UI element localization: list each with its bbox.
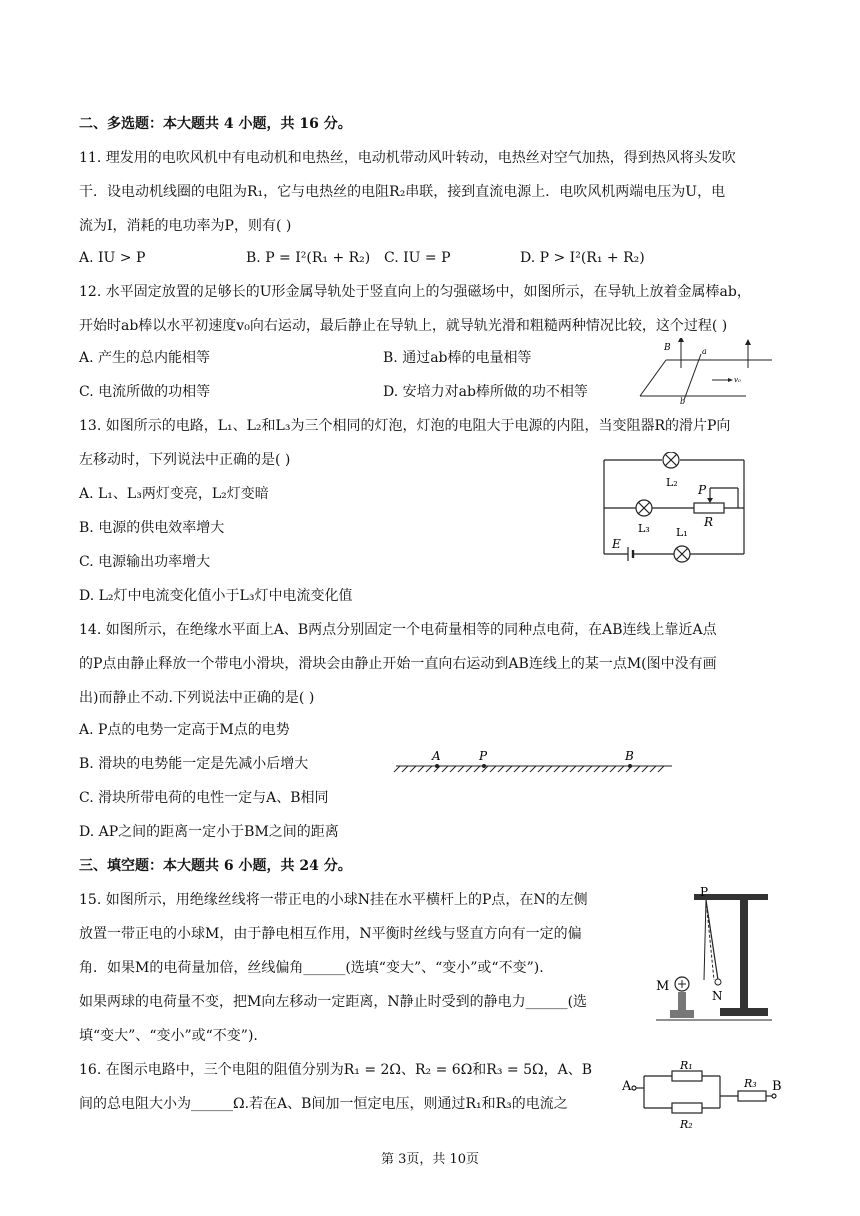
section-heading-fill-blank: 三、填空题：本大题共 6 小题，共 24 分。 [79, 858, 352, 874]
surface-hatch [498, 766, 504, 772]
surface-hatch [570, 766, 576, 772]
surface-hatch [394, 766, 400, 772]
surface-hatch [546, 766, 552, 772]
q14-option-b: B. 滑块的电势能一定是先减小后增大 [79, 756, 309, 772]
q12-option-c: C. 电流所做的功相等 [79, 384, 211, 400]
q14-line-2: 的P点由静止释放一个带电小滑块，滑块会由静止开始一直向右运动到AB连线上的某一点M(图中没有画 [79, 656, 717, 672]
surface-hatch [402, 766, 408, 772]
surface-hatch [586, 766, 592, 772]
q11-line-2: 干．设电动机线圈的电阻为R₁，它与电热丝的电阻R₂串联，接到直流电源上．电吹风机两端电压为U，电 [79, 184, 726, 200]
q14-label-P: P [479, 749, 488, 763]
q13-label-P: P [698, 483, 707, 497]
surface-hatch [578, 766, 584, 772]
q14-line-3: 出)而静止不动.下列说法中正确的是( ) [79, 690, 315, 706]
surface-hatch [418, 766, 424, 772]
q11-line-3: 流为I，消耗的电功率为P，则有( ) [79, 218, 292, 234]
q13-line-2: 左移动时，下列说法中正确的是( ) [79, 452, 291, 468]
q15-line-3: 角．如果M的电荷量加倍，丝线偏角______(选填“变大”、“变小”或“不变”). [79, 960, 544, 976]
q15-label-N: N [712, 989, 723, 1003]
q14-option-c: C. 滑块所带电荷的电性一定与A、B相同 [79, 790, 329, 806]
q13-option-a: A. L₁、L₃两灯变亮，L₂灯变暗 [79, 486, 269, 502]
section-heading-multiple-choice: 二、多选题：本大题共 4 小题，共 16 分。 [79, 116, 352, 132]
q13-circuit-figure [598, 452, 750, 568]
q16-circuit-figure [620, 1058, 786, 1130]
surface-hatch [538, 766, 544, 772]
q16-line-2: 间的总电阻大小为______Ω.若在A、B间加一恒定电压，则通过R₁和R₃的电流之 [79, 1096, 568, 1112]
q15-line-1: 15. 如图所示，用绝缘丝线将一带正电的小球N挂在水平横杆上的P点，在N的左侧 [79, 892, 588, 908]
surface-hatch [410, 766, 416, 772]
q14-label-A: A [432, 749, 441, 763]
q12-line-2: 开始时ab棒以水平初速度v₀向右运动，最后静止在导轨上，就导轨光滑和粗糙两种情况比较，这个过程( ) [79, 318, 728, 334]
q15-line-2: 放置一带正电的小球M，由于静电相互作用，N平衡时丝线与竖直方向有一定的偏 [79, 926, 582, 942]
q12-label-B: B [664, 343, 671, 353]
surface-hatch [466, 766, 472, 772]
q14-label-B: B [625, 749, 634, 763]
surface-hatch [474, 766, 480, 772]
q15-line-5: 填“变大”、“变小”或“不变”). [79, 1028, 258, 1044]
q12-option-d: D. 安培力对ab棒所做的功不相等 [383, 384, 588, 400]
q13-line-1: 13. 如图所示的电路，L₁、L₂和L₃为三个相同的灯泡，灯泡的电阻大于电源的内阻，当变阻器R的滑片P向 [79, 418, 731, 434]
surface-hatch [602, 766, 608, 772]
q16-line-1: 16. 在图示电路中，三个电阻的阻值分别为R₁ = 2Ω、R₂ = 6Ω和R₃ = 5Ω，A、B [79, 1062, 593, 1078]
surface-hatch [506, 766, 512, 772]
q13-label-L1: L₁ [676, 526, 688, 539]
q14-surface-figure [392, 744, 674, 774]
q13-option-c: C. 电源输出功率增大 [79, 554, 211, 570]
q15-line-4: 如果两球的电荷量不变，把M向左移动一定距离，N静止时受到的静电力______(选 [79, 994, 588, 1010]
surface-hatch [490, 766, 496, 772]
q12-label-a: a [702, 347, 707, 356]
q15-label-M: M [656, 979, 670, 994]
surface-hatch [658, 766, 664, 772]
q11-option-b: B. P = I²(R₁ + R₂) [246, 250, 371, 266]
surface-hatch [514, 766, 520, 772]
q15-label-P: P [700, 885, 709, 899]
q13-label-L2: L₂ [666, 476, 678, 489]
surface-hatch [594, 766, 600, 772]
q11-option-d: D. P > I²(R₁ + R₂) [520, 250, 645, 266]
q13-option-b: B. 电源的供电效率增大 [79, 520, 225, 536]
q13-label-R: R [704, 515, 714, 529]
surface-hatch [426, 766, 432, 772]
q16-label-R2: R₂ [680, 1118, 693, 1130]
surface-hatch [618, 766, 624, 772]
q16-label-A: A [622, 1079, 632, 1094]
q14-line-1: 14. 如图所示，在绝缘水平面上A、B两点分别固定一个电荷量相等的同种点电荷，在AB连线上靠近A点 [79, 622, 717, 638]
surface-hatch [554, 766, 560, 772]
q11-option-a: A. IU > P [79, 250, 146, 266]
q12-option-a: A. 产生的总内能相等 [79, 350, 211, 366]
q14-option-d: D. AP之间的距离一定小于BM之间的距离 [79, 824, 339, 840]
q11-line-1: 11. 理发用的电吹风机中有电动机和电热丝，电动机带动风叶转动，电热丝对空气加热，得到热风将头发吹 [79, 150, 736, 166]
surface-hatch [458, 766, 464, 772]
surface-hatch [450, 766, 456, 772]
q12-label-v0: v₀ [734, 376, 741, 384]
surface-hatch [650, 766, 656, 772]
surface-hatch [562, 766, 568, 772]
surface-hatch [442, 766, 448, 772]
surface-hatch [610, 766, 616, 772]
q12-option-b: B. 通过ab棒的电量相等 [383, 350, 532, 366]
q16-label-R1: R₁ [680, 1059, 693, 1072]
q13-label-L3: L₃ [638, 522, 650, 535]
q12-label-b: b [680, 397, 686, 404]
page-number: 第 3页，共 10页 [380, 1152, 480, 1167]
q12-rail-figure [636, 338, 772, 404]
surface-hatch [634, 766, 640, 772]
q11-option-c: C. IU = P [384, 250, 451, 266]
q16-label-R3: R₃ [744, 1077, 757, 1090]
surface-hatch [642, 766, 648, 772]
q13-label-E: E [612, 537, 621, 551]
q16-label-B: B [772, 1079, 782, 1094]
q15-pendulum-figure [654, 884, 774, 1030]
surface-hatch [522, 766, 528, 772]
surface-hatch [530, 766, 536, 772]
q13-option-d: D. L₂灯中电流变化值小于L₃灯中电流变化值 [79, 588, 353, 604]
q14-option-a: A. P点的电势一定高于M点的电势 [79, 722, 290, 738]
q12-line-1: 12. 水平固定放置的足够长的U形金属导轨处于竖直向上的匀强磁场中，如图所示，在导轨上放着金属棒ab， [79, 284, 751, 300]
